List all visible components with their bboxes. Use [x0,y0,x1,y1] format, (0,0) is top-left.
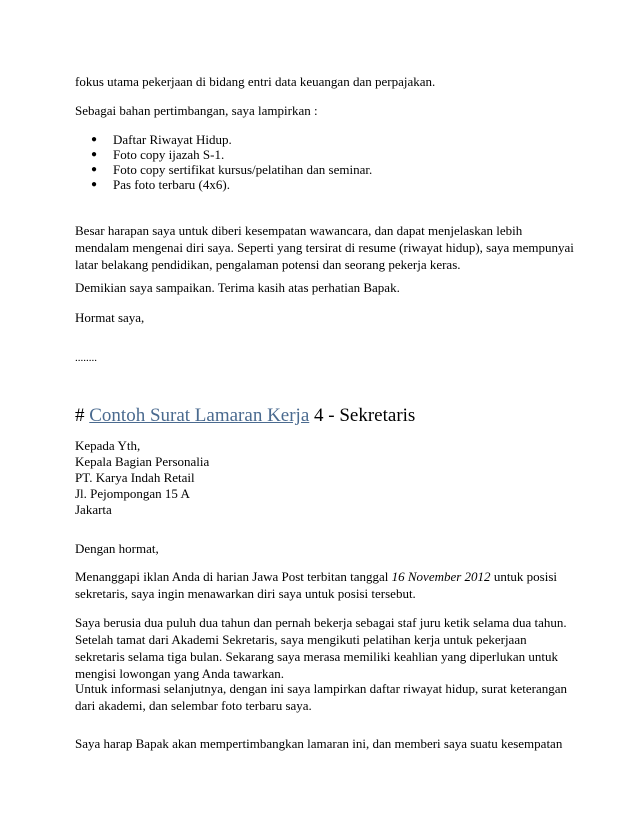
list-item-text: Foto copy ijazah S-1. [113,147,225,162]
list-item [75,132,595,147]
paragraph-information: Untuk informasi selanjutnya, dengan ini saya lampirkan daftar riwayat hidup, surat keterangan dari akademi, dan selembar foto terbaru saya. [75,681,568,713]
paragraph-text: untuk posisi sekretaris, saya ingin menawarkan diri saya untuk posisi tersebut. [75,569,558,601]
paragraph-advertisement [75,568,575,602]
address-line: PT. Karya Indah Retail [75,470,195,485]
recipient-address [75,438,595,518]
paragraph-text: Menanggapi iklan Anda di harian Jawa Post terbitan tanggal [75,569,392,584]
bullet-icon: ● [91,149,98,160]
hope-paragraph: Besar harapan saya untuk diberi kesempatan wawancara, dan dapat menjelaskan lebih mendalam mengenai diri saya. Seperti yang tersirat di resume (riwayat hidup), saya mempunyai latar belakang pendidikan, pengalaman potensi dan seorang pekerja keras. [75,223,574,272]
bullet-icon: ● [91,134,98,145]
address-line: Kepala Bagian Personalia [75,454,210,469]
thanks-paragraph: Demikian saya sampaikan. Terima kasih atas perhatian Bapak. [75,280,400,295]
paragraph-experience: Saya berusia dua puluh dua tahun dan pernah bekerja sebagai staf juru ketik selama dua tahun. Setelah tamat dari Akademi Sekretaris, saya mengikuti pelatihan kerja untuk pekerjaan sekretaris selama tiga bulan. Sekarang saya merasa memiliki keahlian yang diperlukan untuk mengisi lowongan yang Anda tawarkan. [75,615,567,681]
attachment-list [75,132,595,192]
address-line: Kepada Yth, [75,438,141,453]
date-italic: 16 November 2012 [391,569,491,584]
closing-text: Hormat saya, [75,310,145,325]
paragraph-request: Saya harap Bapak akan mempertimbangkan lamaran ini, dan memberi saya suatu kesempatan [75,736,563,751]
list-item-text: Foto copy sertifikat kursus/pelatihan dan seminar. [113,162,373,177]
greeting-text: Dengan hormat, [75,541,159,556]
list-item [75,147,595,162]
list-item [75,162,595,177]
section-heading [75,404,615,428]
ellipsis-dots: ........ [75,352,97,364]
address-line: Jakarta [75,502,112,517]
bullet-icon: ● [91,179,98,190]
heading-link[interactable]: Contoh Surat Lamaran Kerja [89,405,310,426]
list-item [75,177,595,192]
list-item-text: Daftar Riwayat Hidup. [113,132,232,147]
address-line: Jl. Pejompongan 15 A [75,486,190,501]
intro-text: fokus utama pekerjaan di bidang entri data keuangan dan perpajakan. [75,74,436,89]
heading-prefix: # [75,405,90,426]
heading-suffix: 4 - Sekretaris [309,405,416,426]
bullet-icon: ● [91,164,98,175]
attachment-lead: Sebagai bahan pertimbangan, saya lampirkan : [75,103,318,118]
list-item-text: Pas foto terbaru (4x6). [113,177,230,192]
